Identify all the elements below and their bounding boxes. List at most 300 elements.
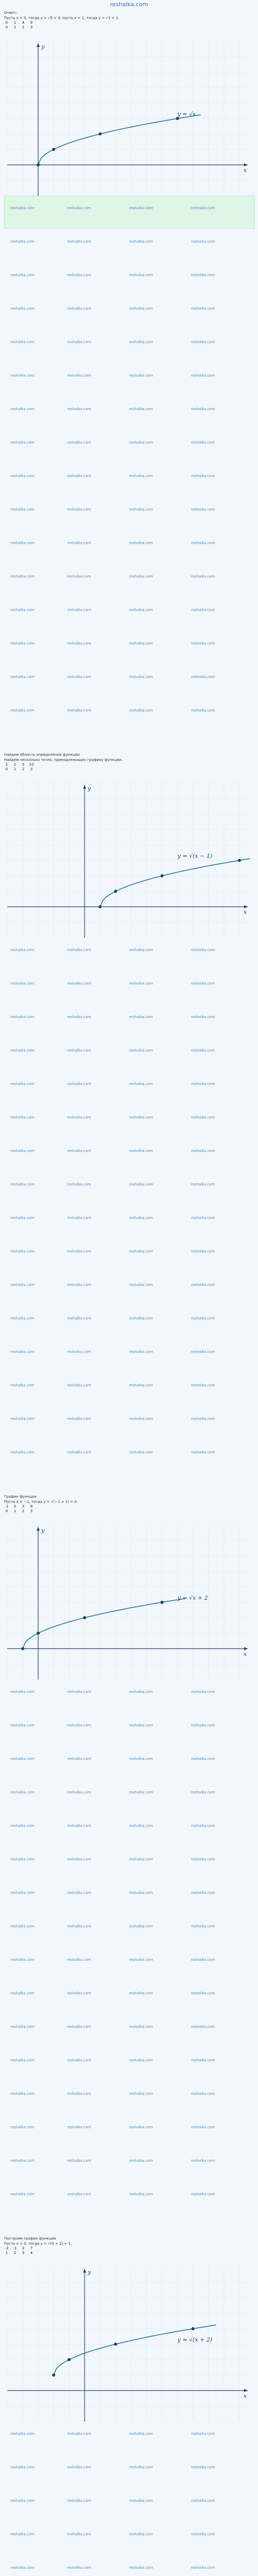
watermark: reshalka.com — [191, 2058, 215, 2062]
watermark: reshalka.com — [129, 1015, 153, 1019]
watermark: reshalka.com — [10, 1149, 35, 1153]
x-axis-arrow — [244, 905, 248, 908]
watermark: reshalka.com — [129, 240, 153, 244]
watermark: reshalka.com — [10, 1690, 35, 1694]
watermark: reshalka.com — [191, 1082, 215, 1086]
table-cell: 1 — [5, 762, 8, 767]
watermark: reshalka.com — [10, 1383, 35, 1387]
watermark: reshalka.com — [191, 1216, 215, 1220]
table-cell: 3 — [30, 767, 33, 771]
watermark: reshalka.com — [129, 440, 153, 445]
graph-svg — [7, 2267, 250, 2421]
watermark: reshalka.com — [191, 1824, 215, 1828]
watermark: reshalka.com — [129, 948, 153, 952]
watermark: reshalka.com — [191, 1723, 215, 1727]
table-cell: 0 — [5, 767, 8, 771]
watermark: reshalka.com — [10, 1991, 35, 1995]
table-cell: -1 — [5, 1504, 9, 1509]
watermark: reshalka.com — [67, 240, 91, 244]
watermark: reshalka.com — [10, 1216, 35, 1220]
watermark: reshalka.com — [67, 507, 91, 512]
watermark: reshalka.com — [67, 1790, 91, 1794]
y-axis-label: y — [88, 2269, 91, 2276]
watermark: reshalka.com — [191, 2092, 215, 2096]
watermark: reshalka.com — [129, 340, 153, 344]
watermark: reshalka.com — [10, 2566, 35, 2570]
watermark: reshalka.com — [67, 2499, 91, 2503]
solution-section — [4, 1494, 254, 1514]
intro-line: Найдем несколько точек, принадлежащих графику функции. — [4, 758, 123, 762]
watermark: reshalka.com — [191, 608, 215, 612]
watermark: reshalka.com — [10, 1891, 35, 1895]
coordinate-plane — [7, 2267, 250, 2421]
table-cell: 1 — [5, 2251, 8, 2255]
table-cell: 5 — [22, 762, 25, 767]
table-cell: 3 — [30, 1509, 33, 1513]
watermark: reshalka.com — [129, 1249, 153, 1253]
watermark: reshalka.com — [191, 307, 215, 311]
table-point — [191, 2327, 195, 2330]
watermark: reshalka.com — [10, 1958, 35, 1962]
watermark: reshalka.com — [191, 2532, 215, 2536]
watermark: reshalka.com — [129, 574, 153, 579]
watermark: reshalka.com — [10, 507, 35, 512]
watermark: reshalka.com — [10, 374, 35, 378]
table-cell: 0 — [5, 25, 8, 29]
watermark: reshalka.com — [67, 2058, 91, 2062]
table-cell: 3 — [22, 2251, 25, 2255]
watermark: reshalka.com — [191, 1991, 215, 1995]
table-cell: 3 — [22, 1504, 25, 1509]
watermark: reshalka.com — [191, 240, 215, 244]
watermark: reshalka.com — [129, 1350, 153, 1354]
watermark: reshalka.com — [10, 574, 35, 579]
table-row-x — [4, 21, 254, 25]
table-point — [52, 148, 55, 151]
table-point — [83, 1616, 86, 1619]
x-axis-label: x — [244, 909, 247, 916]
watermark: reshalka.com — [67, 608, 91, 612]
watermark: reshalka.com — [67, 541, 91, 545]
table-cell: 1 — [13, 767, 17, 771]
watermark: reshalka.com — [10, 1082, 35, 1086]
watermark: reshalka.com — [10, 2532, 35, 2536]
x-axis-label: x — [244, 1651, 247, 1657]
table-cell: 2 — [22, 1509, 25, 1513]
watermark: reshalka.com — [10, 608, 35, 612]
watermark: reshalka.com — [129, 2499, 153, 2503]
watermark: reshalka.com — [129, 1757, 153, 1761]
watermark: reshalka.com — [10, 2025, 35, 2029]
watermark: reshalka.com — [67, 1417, 91, 1421]
watermark: reshalka.com — [191, 440, 215, 445]
watermark: reshalka.com — [129, 1723, 153, 1727]
watermark: reshalka.com — [129, 1149, 153, 1153]
watermark: reshalka.com — [67, 1924, 91, 1928]
watermark: reshalka.com — [67, 641, 91, 646]
watermark: reshalka.com — [191, 2499, 215, 2503]
watermark: reshalka.com — [129, 1182, 153, 1187]
y-axis-label: y — [88, 785, 91, 792]
coordinate-plane — [7, 41, 250, 196]
watermark: reshalka.com — [129, 541, 153, 545]
watermark: reshalka.com — [129, 2025, 153, 2029]
table-cell: 1 — [13, 21, 17, 25]
watermark: reshalka.com — [10, 675, 35, 679]
watermark: reshalka.com — [10, 2058, 35, 2062]
watermark: reshalka.com — [10, 340, 35, 344]
table-cell: 0 — [13, 1504, 17, 1509]
watermark: reshalka.com — [67, 1082, 91, 1086]
x-axis-label: x — [244, 2393, 247, 2399]
intro-line: Пусть x = −1, тогда y = √(−1 + 1) = 0. — [4, 1500, 78, 1504]
function-curve — [100, 857, 250, 907]
curve-label: y = √(x − 1) — [178, 853, 213, 859]
watermark: reshalka.com — [129, 273, 153, 277]
watermark: reshalka.com — [67, 1249, 91, 1253]
watermark: reshalka.com — [67, 981, 91, 986]
watermark: reshalka.com — [129, 2159, 153, 2163]
watermark: reshalka.com — [10, 1283, 35, 1287]
watermark: reshalka.com — [67, 2465, 91, 2469]
watermark: reshalka.com — [191, 374, 215, 378]
watermark: reshalka.com — [67, 374, 91, 378]
watermark: reshalka.com — [10, 2125, 35, 2129]
watermark: reshalka.com — [67, 1015, 91, 1019]
x-axis-label: x — [244, 167, 247, 174]
watermark: reshalka.com — [67, 675, 91, 679]
watermark: reshalka.com — [10, 1350, 35, 1354]
watermark: reshalka.com — [129, 374, 153, 378]
watermark: reshalka.com — [191, 1015, 215, 1019]
watermark: reshalka.com — [191, 1316, 215, 1320]
watermark: reshalka.com — [129, 1824, 153, 1828]
watermark: reshalka.com — [67, 1891, 91, 1895]
table-cell: -2 — [5, 2246, 9, 2250]
watermark: reshalka.com — [191, 2025, 215, 2029]
highlight-panel — [4, 196, 255, 229]
watermark: reshalka.com — [67, 1383, 91, 1387]
solution-section — [4, 752, 254, 772]
table-point — [68, 2358, 71, 2361]
site-title: reshalka.com — [110, 1, 148, 8]
watermark: reshalka.com — [129, 507, 153, 512]
graph-svg — [7, 783, 250, 938]
section-label: Ответ: — [4, 11, 17, 15]
watermark: reshalka.com — [129, 2465, 153, 2469]
watermark: reshalka.com — [191, 474, 215, 478]
watermark: reshalka.com — [67, 1690, 91, 1694]
y-axis-label: y — [41, 43, 45, 50]
watermark: reshalka.com — [10, 1048, 35, 1053]
curve-label: y = √(x + 2) — [178, 2336, 213, 2343]
watermark: reshalka.com — [129, 675, 153, 679]
watermark: reshalka.com — [10, 2432, 35, 2436]
x-axis-arrow — [244, 163, 248, 166]
watermark: reshalka.com — [10, 981, 35, 986]
watermark: reshalka.com — [67, 2566, 91, 2570]
watermark: reshalka.com — [129, 1790, 153, 1794]
watermark: reshalka.com — [191, 574, 215, 579]
table-row-x — [4, 2246, 254, 2251]
watermark: reshalka.com — [129, 1857, 153, 1861]
x-axis-arrow — [244, 2389, 248, 2392]
watermark: reshalka.com — [67, 708, 91, 713]
watermark: reshalka.com — [129, 708, 153, 713]
watermark: reshalka.com — [191, 2159, 215, 2163]
table-cell: 2 — [13, 762, 17, 767]
y-axis-arrow — [37, 43, 40, 47]
x-axis-arrow — [244, 1647, 248, 1650]
watermark: reshalka.com — [129, 2432, 153, 2436]
table-cell: 7 — [30, 2246, 33, 2250]
table-point — [99, 905, 102, 908]
watermark: reshalka.com — [129, 1082, 153, 1086]
section-label: График функции — [4, 1495, 37, 1499]
watermark: reshalka.com — [10, 1824, 35, 1828]
watermark: reshalka.com — [191, 1249, 215, 1253]
watermark: reshalka.com — [191, 1283, 215, 1287]
table-row-y — [4, 1509, 254, 1514]
table-point — [99, 132, 102, 135]
watermark: reshalka.com — [129, 2532, 153, 2536]
table-point — [114, 2343, 117, 2346]
watermark: reshalka.com — [129, 1048, 153, 1053]
watermark: reshalka.com — [129, 608, 153, 612]
watermark: reshalka.com — [191, 206, 215, 210]
watermark: reshalka.com — [129, 641, 153, 646]
table-cell: 10 — [29, 762, 34, 767]
watermark: reshalka.com — [10, 407, 35, 411]
watermark: reshalka.com — [67, 1857, 91, 1861]
watermark: reshalka.com — [191, 1149, 215, 1153]
watermark: reshalka.com — [10, 708, 35, 713]
table-row-y — [4, 767, 254, 772]
table-cell: 1 — [13, 25, 17, 29]
watermark: reshalka.com — [129, 1958, 153, 1962]
watermark: reshalka.com — [10, 1857, 35, 1861]
table-row-x — [4, 762, 254, 767]
table-cell: 0 — [5, 1509, 8, 1513]
watermark: reshalka.com — [191, 1350, 215, 1354]
watermark: reshalka.com — [10, 206, 35, 210]
watermark: reshalka.com — [191, 2566, 215, 2570]
function-curve — [54, 2325, 216, 2375]
watermark: reshalka.com — [67, 1048, 91, 1053]
table-point — [160, 874, 164, 877]
watermark: reshalka.com — [191, 541, 215, 545]
watermark: reshalka.com — [191, 1690, 215, 1694]
table-cell: -1 — [13, 2246, 17, 2250]
table-row-y — [4, 2251, 254, 2256]
table-cell: 2 — [22, 25, 25, 29]
watermark: reshalka.com — [129, 2192, 153, 2196]
section-label: Построим график функции — [4, 2236, 56, 2241]
coordinate-plane — [7, 783, 250, 938]
watermark: reshalka.com — [191, 1757, 215, 1761]
watermark: reshalka.com — [191, 1790, 215, 1794]
watermark: reshalka.com — [10, 641, 35, 646]
watermark: reshalka.com — [191, 1417, 215, 1421]
watermark: reshalka.com — [67, 948, 91, 952]
section-label: Найдем область определения функции — [4, 753, 80, 757]
watermark: reshalka.com — [10, 948, 35, 952]
watermark: reshalka.com — [10, 1450, 35, 1454]
watermark: reshalka.com — [129, 206, 153, 210]
watermark: reshalka.com — [10, 273, 35, 277]
y-axis-label: y — [41, 1527, 45, 1534]
watermark: reshalka.com — [129, 1891, 153, 1895]
watermark: reshalka.com — [67, 1958, 91, 1962]
watermark: reshalka.com — [191, 507, 215, 512]
watermark: reshalka.com — [67, 1283, 91, 1287]
table-cell: 4 — [30, 2251, 33, 2255]
watermark: reshalka.com — [191, 2432, 215, 2436]
watermark: reshalka.com — [10, 1015, 35, 1019]
table-cell: 2 — [22, 767, 25, 771]
table-cell: 0 — [5, 21, 8, 25]
watermark: reshalka.com — [10, 541, 35, 545]
watermark: reshalka.com — [10, 1924, 35, 1928]
watermark: reshalka.com — [129, 2566, 153, 2570]
watermark: reshalka.com — [10, 2159, 35, 2163]
watermark: reshalka.com — [191, 1182, 215, 1187]
watermark: reshalka.com — [10, 1790, 35, 1794]
watermark: reshalka.com — [67, 407, 91, 411]
function-curve — [23, 1599, 185, 1649]
watermark: reshalka.com — [129, 1316, 153, 1320]
table-cell: 4 — [22, 21, 25, 25]
watermark: reshalka.com — [10, 440, 35, 445]
watermark: reshalka.com — [67, 340, 91, 344]
table-point — [37, 163, 40, 166]
watermark: reshalka.com — [67, 1216, 91, 1220]
watermark: reshalka.com — [67, 2159, 91, 2163]
watermark: reshalka.com — [67, 1991, 91, 1995]
watermark: reshalka.com — [10, 1115, 35, 1120]
intro-line: Пусть x = 0, тогда y = √(0 + 2) + 1. — [4, 2242, 72, 2246]
watermark: reshalka.com — [129, 1991, 153, 1995]
watermark: reshalka.com — [129, 2058, 153, 2062]
watermark: reshalka.com — [191, 1450, 215, 1454]
watermark: reshalka.com — [67, 1350, 91, 1354]
watermark: reshalka.com — [67, 1182, 91, 1187]
watermark: reshalka.com — [10, 2499, 35, 2503]
watermark: reshalka.com — [10, 1316, 35, 1320]
watermark: reshalka.com — [129, 1283, 153, 1287]
watermark: reshalka.com — [67, 206, 91, 210]
watermark: reshalka.com — [191, 675, 215, 679]
function-curve — [38, 115, 201, 165]
watermark: reshalka.com — [191, 340, 215, 344]
watermark: reshalka.com — [191, 2192, 215, 2196]
table-row-y — [4, 25, 254, 30]
watermark: reshalka.com — [67, 574, 91, 579]
watermark: reshalka.com — [129, 307, 153, 311]
watermark: reshalka.com — [67, 1149, 91, 1153]
table-point — [114, 890, 117, 893]
watermark: reshalka.com — [10, 1182, 35, 1187]
y-axis-arrow — [37, 1527, 40, 1531]
watermark: reshalka.com — [10, 1757, 35, 1761]
watermark: reshalka.com — [67, 2125, 91, 2129]
solution-section — [4, 2236, 254, 2256]
watermark: reshalka.com — [191, 1048, 215, 1053]
watermark: reshalka.com — [191, 1115, 215, 1120]
watermark: reshalka.com — [67, 1450, 91, 1454]
watermark: reshalka.com — [10, 240, 35, 244]
watermark: reshalka.com — [67, 2025, 91, 2029]
table-cell: 2 — [13, 2251, 17, 2255]
watermark: reshalka.com — [10, 2092, 35, 2096]
watermark: reshalka.com — [191, 1891, 215, 1895]
solution-section — [4, 10, 254, 30]
watermark: reshalka.com — [191, 1924, 215, 1928]
curve-label: y = √x — [178, 111, 196, 117]
watermark: reshalka.com — [191, 1958, 215, 1962]
watermark: reshalka.com — [191, 641, 215, 646]
graph-svg — [7, 41, 250, 196]
watermark: reshalka.com — [67, 2092, 91, 2096]
watermark: reshalka.com — [67, 1316, 91, 1320]
watermark: reshalka.com — [67, 1824, 91, 1828]
watermark: reshalka.com — [67, 2432, 91, 2436]
table-point — [21, 1647, 24, 1650]
watermark: reshalka.com — [129, 981, 153, 986]
watermark: reshalka.com — [191, 407, 215, 411]
watermark: reshalka.com — [67, 307, 91, 311]
watermark: reshalka.com — [129, 1690, 153, 1694]
table-point — [52, 2374, 55, 2377]
watermark: reshalka.com — [10, 1249, 35, 1253]
table-row-x — [4, 1504, 254, 1509]
coordinate-plane — [7, 1525, 250, 1680]
watermark: reshalka.com — [10, 1723, 35, 1727]
watermark: reshalka.com — [129, 474, 153, 478]
watermark: reshalka.com — [129, 2125, 153, 2129]
table-cell: 1 — [13, 1509, 17, 1513]
watermark: reshalka.com — [191, 273, 215, 277]
watermark: reshalka.com — [191, 2125, 215, 2129]
watermark: reshalka.com — [67, 474, 91, 478]
y-axis-arrow — [83, 785, 86, 789]
watermark: reshalka.com — [191, 708, 215, 713]
watermark: reshalka.com — [191, 1383, 215, 1387]
table-point — [37, 1632, 40, 1635]
watermark: reshalka.com — [129, 2092, 153, 2096]
watermark: reshalka.com — [10, 307, 35, 311]
watermark: reshalka.com — [10, 1417, 35, 1421]
watermark: reshalka.com — [67, 440, 91, 445]
table-cell: 3 — [30, 25, 33, 29]
watermark: reshalka.com — [129, 1924, 153, 1928]
watermark: reshalka.com — [67, 1757, 91, 1761]
intro-line: Пусть x = 0, тогда y = √0 = 0; пусть x = 1, тогда y = √1 = 1. — [4, 16, 120, 20]
watermark: reshalka.com — [10, 2192, 35, 2196]
watermark: reshalka.com — [10, 474, 35, 478]
watermark: reshalka.com — [10, 2465, 35, 2469]
table-cell: 9 — [30, 21, 33, 25]
watermark: reshalka.com — [67, 2532, 91, 2536]
watermark: reshalka.com — [191, 981, 215, 986]
watermark: reshalka.com — [129, 1216, 153, 1220]
watermark: reshalka.com — [191, 2465, 215, 2469]
watermark: reshalka.com — [67, 1723, 91, 1727]
watermark: reshalka.com — [129, 407, 153, 411]
table-cell: 8 — [30, 1504, 33, 1509]
y-axis-arrow — [83, 2269, 86, 2273]
watermark: reshalka.com — [67, 1115, 91, 1120]
